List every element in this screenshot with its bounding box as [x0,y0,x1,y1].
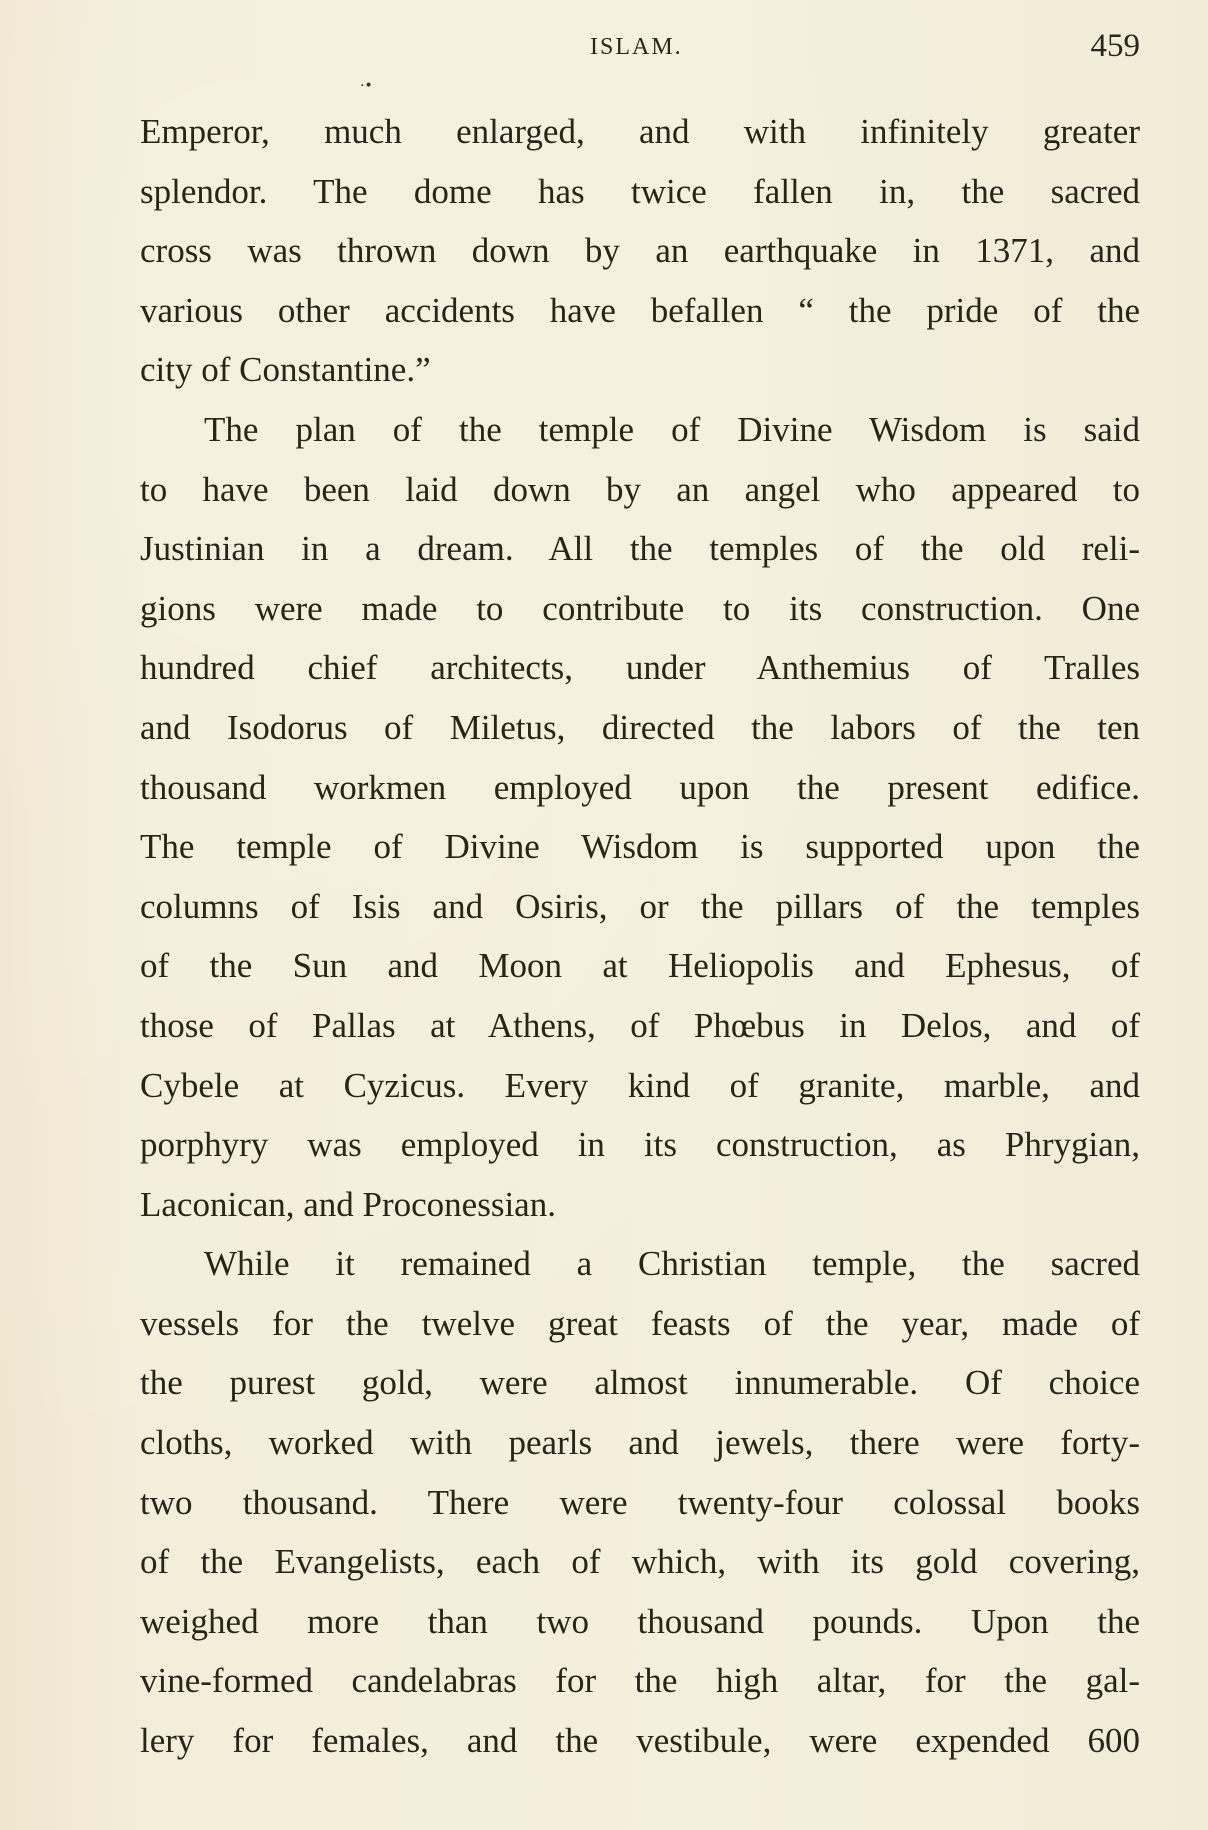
text-line: those of Pallas at Athens, of Phœbus in Delos, and of [140,1005,1140,1045]
text-line: city of Constantine.” [140,350,431,390]
ink-speck: ·• [360,78,373,94]
text-line: and Isodorus of Miletus, directed the labors of the ten [140,707,1140,747]
text-line: of the Evangelists, each of which, with its gold covering, [140,1542,1140,1582]
text-line: gions were made to contribute to its construction. One [140,588,1140,628]
text-line: the purest gold, were almost innumerable. Of choice [140,1363,1140,1403]
text-line: Cybele at Cyzicus. Every kind of granite, marble, and [140,1065,1140,1105]
text-line: columns of Isis and Osiris, or the pillars of the temples [140,886,1140,926]
text-line: cross was thrown down by an earthquake in 1371, and [140,231,1140,271]
text-line: various other accidents have befallen “ the pride of the [140,290,1140,330]
text-line: The temple of Divine Wisdom is supported upon the [140,827,1140,867]
page-number: 459 [1090,28,1140,64]
text-line: While it remained a Christian temple, the sacred [204,1244,1140,1284]
text-line: vine-formed candelabras for the high altar, for the gal- [140,1661,1140,1701]
running-head [140,28,1140,68]
running-title: ISLAM. [590,34,683,60]
text-line: vessels for the twelve great feasts of the year, made of [140,1303,1140,1343]
text-line: Laconican, and Proconessian. [140,1184,556,1224]
text-line: Emperor, much enlarged, and with infinitely greater [140,112,1140,151]
text-line: cloths, worked with pearls and jewels, there were forty- [140,1423,1140,1463]
text-line: lery for females, and the vestibule, were expended 600 [140,1721,1140,1761]
text-line: two thousand. There were twenty-four colossal books [140,1482,1140,1522]
text-line: Justinian in a dream. All the temples of the old reli- [140,529,1140,569]
text-line: porphyry was employed in its construction, as Phrygian, [140,1125,1140,1165]
text-line: The plan of the temple of Divine Wisdom is said [204,409,1140,449]
text-line: splendor. The dome has twice fallen in, the sacred [140,171,1140,211]
text-line: weighed more than two thousand pounds. Upon the [140,1601,1140,1641]
text-line: thousand workmen employed upon the present edifice. [140,767,1140,807]
text-line: of the Sun and Moon at Heliopolis and Ephesus, of [140,946,1140,986]
body-text [140,102,1140,1771]
text-line: hundred chief architects, under Anthemius of Tralles [140,648,1140,688]
text-line: to have been laid down by an angel who appeared to [140,469,1140,509]
